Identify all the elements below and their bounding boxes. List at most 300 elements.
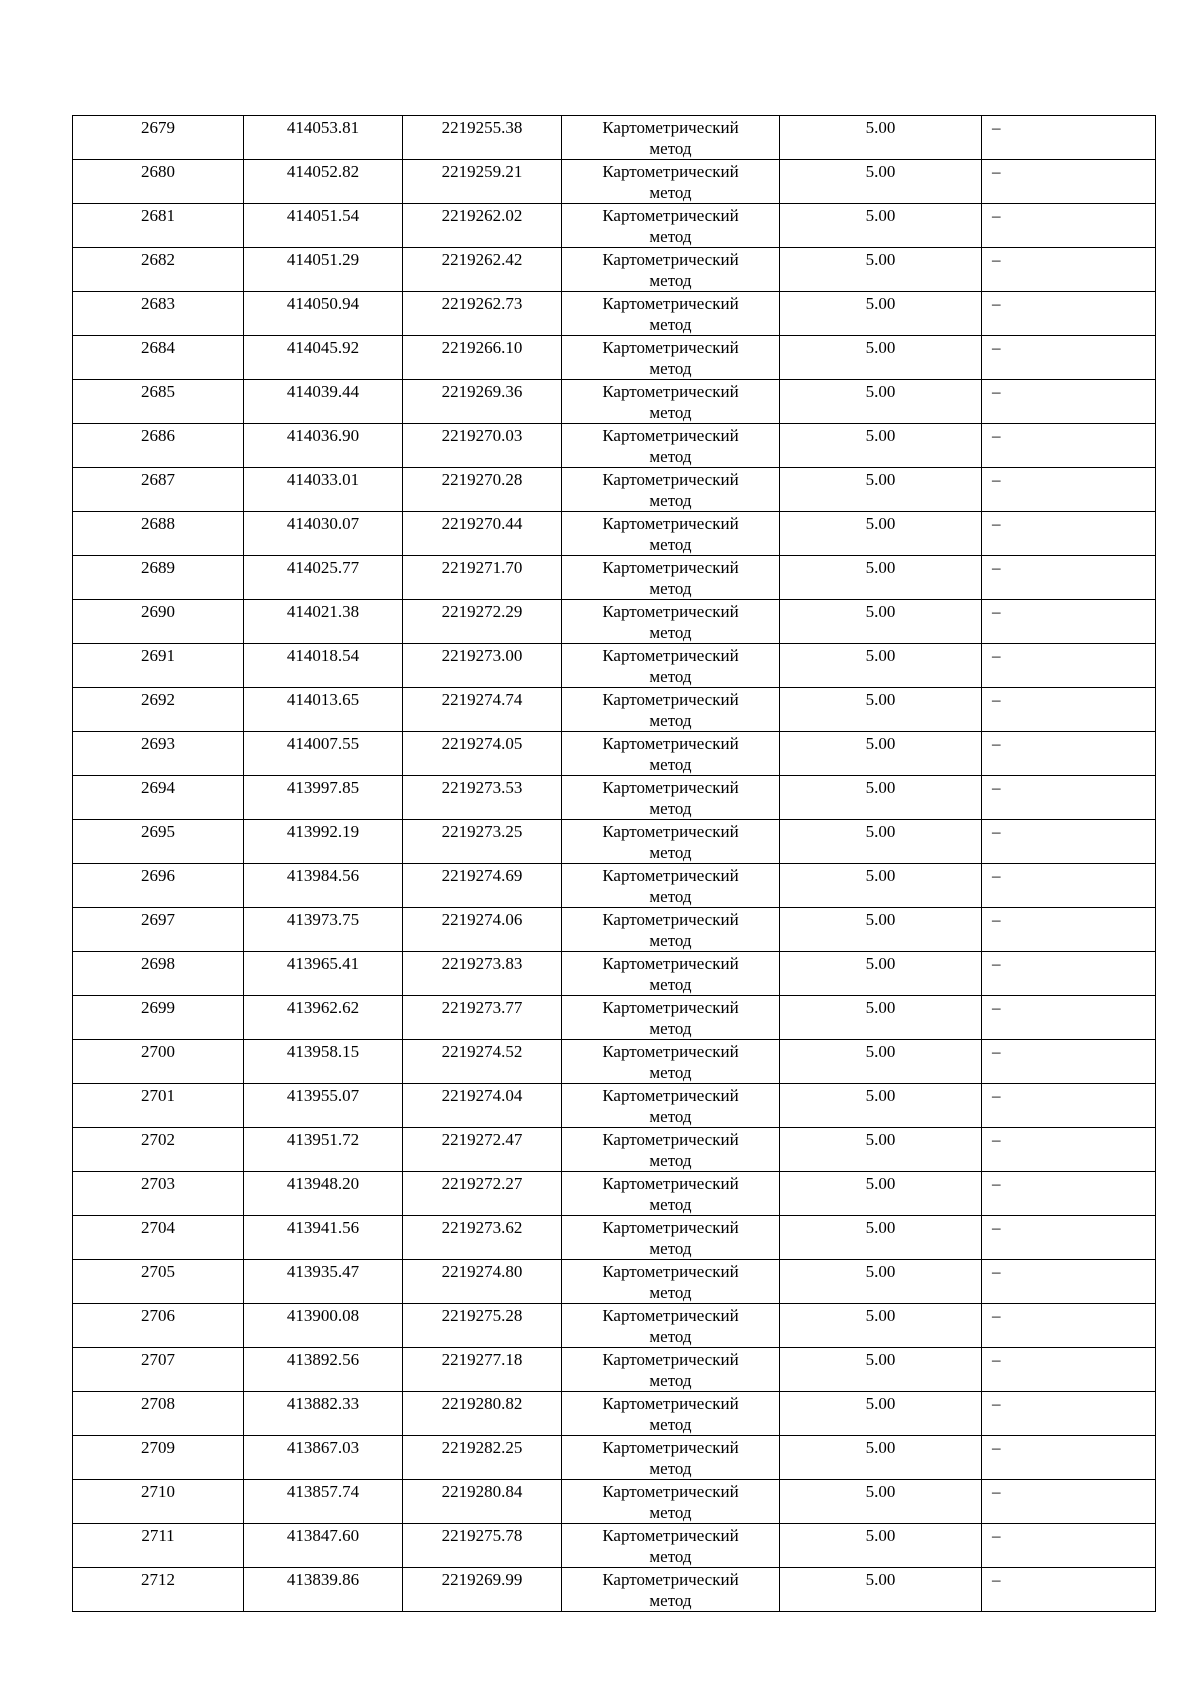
x-coordinate-cell (244, 600, 403, 644)
accuracy-cell (780, 160, 982, 204)
y-coordinate-cell-text: 2219270.28 (441, 470, 523, 489)
point-number-cell-text: 2701 (141, 1086, 175, 1105)
y-coordinate-cell (403, 732, 562, 776)
accuracy-cell (780, 1304, 982, 1348)
point-number-cell-text: 2684 (141, 338, 175, 357)
accuracy-cell-text: 5.00 (865, 1130, 896, 1149)
x-coordinate-cell-text: 414018.54 (286, 646, 360, 665)
description-cell (982, 908, 1156, 952)
y-coordinate-cell (403, 776, 562, 820)
y-coordinate-cell (403, 820, 562, 864)
y-coordinate-cell-text: 2219277.18 (441, 1350, 523, 1369)
point-number-cell (73, 204, 244, 248)
x-coordinate-cell (244, 644, 403, 688)
description-cell-text: – (992, 1394, 1001, 1413)
method-line-1: Картометрический (602, 1306, 739, 1325)
description-cell (982, 424, 1156, 468)
description-cell (982, 644, 1156, 688)
y-coordinate-cell-text: 2219274.06 (441, 910, 523, 929)
method-cell (562, 1568, 780, 1612)
x-coordinate-cell-text: 413892.56 (286, 1350, 360, 1369)
y-coordinate-cell (403, 952, 562, 996)
method-line-1: Картометрический (602, 1350, 739, 1369)
method-line-1: Картометрический (602, 426, 739, 445)
point-number-cell (73, 468, 244, 512)
x-coordinate-cell (244, 864, 403, 908)
method-line-1: Картометрический (602, 1570, 739, 1589)
method-line-2: метод (649, 1415, 692, 1434)
point-number-cell (73, 952, 244, 996)
point-number-cell-text: 2687 (141, 470, 175, 489)
y-coordinate-cell (403, 908, 562, 952)
x-coordinate-cell-text: 413847.60 (286, 1526, 360, 1545)
method-cell (562, 996, 780, 1040)
method-text (562, 160, 779, 203)
point-number-cell (73, 732, 244, 776)
method-cell (562, 512, 780, 556)
table-row (73, 600, 1156, 644)
point-number-cell (73, 820, 244, 864)
accuracy-cell-text: 5.00 (865, 426, 896, 445)
method-text (562, 908, 779, 951)
accuracy-cell (780, 116, 982, 160)
description-cell-text: – (992, 118, 1001, 137)
table-row (73, 1084, 1156, 1128)
y-coordinate-cell (403, 380, 562, 424)
y-coordinate-cell (403, 556, 562, 600)
method-line-2: метод (649, 1019, 692, 1038)
point-number-cell-text: 2694 (141, 778, 175, 797)
method-cell (562, 1348, 780, 1392)
description-cell (982, 1304, 1156, 1348)
x-coordinate-cell (244, 512, 403, 556)
point-number-cell-text: 2703 (141, 1174, 175, 1193)
point-number-cell (73, 1172, 244, 1216)
x-coordinate-cell (244, 116, 403, 160)
point-number-cell-text: 2693 (141, 734, 175, 753)
point-number-cell-text: 2685 (141, 382, 175, 401)
x-coordinate-cell-text: 414045.92 (286, 338, 360, 357)
description-cell-text: – (992, 1042, 1001, 1061)
accuracy-cell (780, 732, 982, 776)
point-number-cell (73, 116, 244, 160)
method-line-2: метод (649, 1547, 692, 1566)
method-text (562, 380, 779, 423)
method-line-1: Картометрический (602, 690, 739, 709)
y-coordinate-cell (403, 512, 562, 556)
method-cell (562, 556, 780, 600)
description-cell (982, 1524, 1156, 1568)
table-row (73, 688, 1156, 732)
point-number-cell (73, 644, 244, 688)
method-text (562, 1524, 779, 1567)
method-text (562, 1172, 779, 1215)
description-cell (982, 468, 1156, 512)
y-coordinate-cell (403, 1348, 562, 1392)
y-coordinate-cell-text: 2219280.84 (441, 1482, 523, 1501)
y-coordinate-cell-text: 2219274.80 (441, 1262, 523, 1281)
point-number-cell-text: 2681 (141, 206, 175, 225)
y-coordinate-cell-text: 2219274.04 (441, 1086, 523, 1105)
method-line-1: Картометрический (602, 470, 739, 489)
y-coordinate-cell (403, 424, 562, 468)
y-coordinate-cell (403, 292, 562, 336)
method-cell (562, 1128, 780, 1172)
description-cell-text: – (992, 514, 1001, 533)
method-line-2: метод (649, 403, 692, 422)
y-coordinate-cell-text: 2219262.73 (441, 294, 523, 313)
method-cell (562, 952, 780, 996)
table-row (73, 380, 1156, 424)
description-cell-text: – (992, 206, 1001, 225)
method-text (562, 1392, 779, 1435)
method-line-2: метод (649, 491, 692, 510)
method-line-2: метод (649, 359, 692, 378)
method-line-1: Картометрический (602, 1482, 739, 1501)
point-number-cell-text: 2695 (141, 822, 175, 841)
point-number-cell-text: 2688 (141, 514, 175, 533)
point-number-cell (73, 1260, 244, 1304)
method-cell (562, 204, 780, 248)
x-coordinate-cell-text: 414013.65 (286, 690, 360, 709)
description-cell-text: – (992, 690, 1001, 709)
method-line-2: метод (649, 447, 692, 466)
description-cell (982, 336, 1156, 380)
table-row (73, 160, 1156, 204)
method-cell (562, 424, 780, 468)
accuracy-cell-text: 5.00 (865, 162, 896, 181)
table-row (73, 1568, 1156, 1612)
method-line-2: метод (649, 1503, 692, 1522)
description-cell-text: – (992, 1350, 1001, 1369)
table-row (73, 1040, 1156, 1084)
method-cell (562, 160, 780, 204)
y-coordinate-cell-text: 2219282.25 (441, 1438, 523, 1457)
method-line-1: Картометрический (602, 734, 739, 753)
method-text (562, 1568, 779, 1611)
method-line-2: метод (649, 1591, 692, 1610)
x-coordinate-cell (244, 732, 403, 776)
y-coordinate-cell (403, 1480, 562, 1524)
description-cell-text: – (992, 162, 1001, 181)
point-number-cell-text: 2686 (141, 426, 175, 445)
accuracy-cell (780, 1260, 982, 1304)
coordinates-table (72, 115, 1156, 1612)
x-coordinate-cell-text: 413935.47 (286, 1262, 360, 1281)
point-number-cell (73, 1568, 244, 1612)
method-cell (562, 908, 780, 952)
method-text (562, 820, 779, 863)
table-row (73, 424, 1156, 468)
accuracy-cell (780, 336, 982, 380)
y-coordinate-cell-text: 2219273.53 (441, 778, 523, 797)
x-coordinate-cell-text: 414033.01 (286, 470, 360, 489)
table-row (73, 1216, 1156, 1260)
method-line-1: Картометрический (602, 338, 739, 357)
method-line-1: Картометрический (602, 294, 739, 313)
x-coordinate-cell (244, 1172, 403, 1216)
method-line-2: метод (649, 1063, 692, 1082)
point-number-cell (73, 424, 244, 468)
method-text (562, 600, 779, 643)
method-line-1: Картометрический (602, 1438, 739, 1457)
method-line-2: метод (649, 183, 692, 202)
accuracy-cell-text: 5.00 (865, 690, 896, 709)
accuracy-cell (780, 1216, 982, 1260)
description-cell (982, 1172, 1156, 1216)
description-cell-text: – (992, 734, 1001, 753)
y-coordinate-cell-text: 2219255.38 (441, 118, 523, 137)
point-number-cell-text: 2704 (141, 1218, 175, 1237)
y-coordinate-cell-text: 2219266.10 (441, 338, 523, 357)
description-cell-text: – (992, 1086, 1001, 1105)
accuracy-cell-text: 5.00 (865, 514, 896, 533)
y-coordinate-cell (403, 116, 562, 160)
x-coordinate-cell (244, 1392, 403, 1436)
table-row (73, 336, 1156, 380)
method-text (562, 1304, 779, 1347)
y-coordinate-cell-text: 2219270.03 (441, 426, 523, 445)
description-cell-text: – (992, 1526, 1001, 1545)
table-row (73, 908, 1156, 952)
accuracy-cell (780, 1348, 982, 1392)
x-coordinate-cell-text: 413997.85 (286, 778, 360, 797)
point-number-cell (73, 160, 244, 204)
method-text (562, 512, 779, 555)
table-row (73, 468, 1156, 512)
description-cell (982, 1128, 1156, 1172)
x-coordinate-cell-text: 413955.07 (286, 1086, 360, 1105)
point-number-cell-text: 2697 (141, 910, 175, 929)
method-cell (562, 732, 780, 776)
y-coordinate-cell (403, 688, 562, 732)
description-cell-text: – (992, 954, 1001, 973)
method-line-2: метод (649, 623, 692, 642)
y-coordinate-cell (403, 1084, 562, 1128)
x-coordinate-cell (244, 248, 403, 292)
point-number-cell-text: 2712 (141, 1570, 175, 1589)
description-cell (982, 600, 1156, 644)
point-number-cell (73, 1084, 244, 1128)
method-text (562, 1436, 779, 1479)
y-coordinate-cell (403, 1568, 562, 1612)
accuracy-cell (780, 776, 982, 820)
x-coordinate-cell (244, 952, 403, 996)
method-line-1: Картометрический (602, 162, 739, 181)
description-cell-text: – (992, 1570, 1001, 1589)
description-cell (982, 292, 1156, 336)
description-cell (982, 1260, 1156, 1304)
table-row (73, 1524, 1156, 1568)
point-number-cell-text: 2696 (141, 866, 175, 885)
accuracy-cell (780, 512, 982, 556)
accuracy-cell (780, 864, 982, 908)
y-coordinate-cell-text: 2219273.77 (441, 998, 523, 1017)
accuracy-cell-text: 5.00 (865, 1438, 896, 1457)
description-cell (982, 1480, 1156, 1524)
method-text (562, 996, 779, 1039)
x-coordinate-cell (244, 336, 403, 380)
method-cell (562, 116, 780, 160)
x-coordinate-cell-text: 414036.90 (286, 426, 360, 445)
method-line-1: Картометрический (602, 866, 739, 885)
x-coordinate-cell-text: 414050.94 (286, 294, 360, 313)
x-coordinate-cell (244, 1084, 403, 1128)
method-cell (562, 600, 780, 644)
method-line-2: метод (649, 1151, 692, 1170)
method-line-2: метод (649, 1459, 692, 1478)
method-cell (562, 1524, 780, 1568)
x-coordinate-cell (244, 1304, 403, 1348)
accuracy-cell-text: 5.00 (865, 1086, 896, 1105)
description-cell (982, 1436, 1156, 1480)
accuracy-cell (780, 424, 982, 468)
x-coordinate-cell-text: 413962.62 (286, 998, 360, 1017)
method-line-1: Картометрический (602, 250, 739, 269)
accuracy-cell (780, 996, 982, 1040)
y-coordinate-cell-text: 2219270.44 (441, 514, 523, 533)
y-coordinate-cell-text: 2219275.78 (441, 1526, 523, 1545)
y-coordinate-cell-text: 2219280.82 (441, 1394, 523, 1413)
method-line-2: метод (649, 139, 692, 158)
method-line-2: метод (649, 887, 692, 906)
point-number-cell (73, 248, 244, 292)
point-number-cell (73, 1216, 244, 1260)
description-cell-text: – (992, 822, 1001, 841)
y-coordinate-cell (403, 204, 562, 248)
table-row (73, 116, 1156, 160)
accuracy-cell-text: 5.00 (865, 1570, 896, 1589)
description-cell-text: – (992, 382, 1001, 401)
y-coordinate-cell (403, 996, 562, 1040)
y-coordinate-cell (403, 1172, 562, 1216)
y-coordinate-cell (403, 1128, 562, 1172)
description-cell-text: – (992, 426, 1001, 445)
description-cell (982, 1348, 1156, 1392)
accuracy-cell-text: 5.00 (865, 1174, 896, 1193)
description-cell (982, 1216, 1156, 1260)
accuracy-cell-text: 5.00 (865, 1394, 896, 1413)
point-number-cell (73, 1524, 244, 1568)
x-coordinate-cell (244, 776, 403, 820)
method-cell (562, 1392, 780, 1436)
accuracy-cell (780, 952, 982, 996)
method-line-2: метод (649, 1371, 692, 1390)
x-coordinate-cell (244, 1128, 403, 1172)
accuracy-cell (780, 468, 982, 512)
x-coordinate-cell (244, 1260, 403, 1304)
description-cell (982, 1568, 1156, 1612)
description-cell-text: – (992, 998, 1001, 1017)
method-text (562, 424, 779, 467)
x-coordinate-cell-text: 413882.33 (286, 1394, 360, 1413)
point-number-cell-text: 2706 (141, 1306, 175, 1325)
accuracy-cell-text: 5.00 (865, 954, 896, 973)
y-coordinate-cell-text: 2219273.00 (441, 646, 523, 665)
method-cell (562, 1084, 780, 1128)
method-cell (562, 864, 780, 908)
x-coordinate-cell (244, 1480, 403, 1524)
x-coordinate-cell-text: 413973.75 (286, 910, 360, 929)
point-number-cell (73, 1304, 244, 1348)
accuracy-cell-text: 5.00 (865, 1526, 896, 1545)
point-number-cell-text: 2690 (141, 602, 175, 621)
method-line-1: Картометрический (602, 1262, 739, 1281)
method-cell (562, 1216, 780, 1260)
point-number-cell (73, 380, 244, 424)
table-row (73, 292, 1156, 336)
accuracy-cell (780, 380, 982, 424)
x-coordinate-cell-text: 413984.56 (286, 866, 360, 885)
method-cell (562, 1040, 780, 1084)
accuracy-cell-text: 5.00 (865, 382, 896, 401)
table-row (73, 996, 1156, 1040)
accuracy-cell (780, 1480, 982, 1524)
x-coordinate-cell (244, 1436, 403, 1480)
accuracy-cell-text: 5.00 (865, 910, 896, 929)
table-row (73, 1172, 1156, 1216)
x-coordinate-cell (244, 380, 403, 424)
accuracy-cell-text: 5.00 (865, 734, 896, 753)
description-cell (982, 688, 1156, 732)
method-line-1: Картометрический (602, 514, 739, 533)
method-text (562, 292, 779, 335)
method-cell (562, 292, 780, 336)
point-number-cell (73, 600, 244, 644)
method-line-1: Картометрический (602, 778, 739, 797)
method-cell (562, 688, 780, 732)
y-coordinate-cell-text: 2219274.52 (441, 1042, 523, 1061)
x-coordinate-cell (244, 688, 403, 732)
description-cell (982, 1040, 1156, 1084)
method-text (562, 644, 779, 687)
point-number-cell (73, 1128, 244, 1172)
y-coordinate-cell (403, 1040, 562, 1084)
x-coordinate-cell-text: 414007.55 (286, 734, 360, 753)
method-text (562, 336, 779, 379)
x-coordinate-cell (244, 996, 403, 1040)
method-text (562, 1040, 779, 1083)
description-cell (982, 556, 1156, 600)
method-line-2: метод (649, 755, 692, 774)
x-coordinate-cell (244, 1348, 403, 1392)
description-cell-text: – (992, 866, 1001, 885)
method-line-2: метод (649, 667, 692, 686)
method-line-1: Картометрический (602, 998, 739, 1017)
point-number-cell-text: 2679 (141, 118, 175, 137)
description-cell-text: – (992, 602, 1001, 621)
accuracy-cell-text: 5.00 (865, 470, 896, 489)
accuracy-cell (780, 1392, 982, 1436)
x-coordinate-cell (244, 1040, 403, 1084)
method-text (562, 1128, 779, 1171)
accuracy-cell-text: 5.00 (865, 338, 896, 357)
method-line-1: Картометрический (602, 1526, 739, 1545)
method-line-1: Картометрический (602, 646, 739, 665)
description-cell (982, 204, 1156, 248)
method-line-2: метод (649, 975, 692, 994)
accuracy-cell (780, 248, 982, 292)
accuracy-cell (780, 556, 982, 600)
y-coordinate-cell-text: 2219274.74 (441, 690, 523, 709)
description-cell-text: – (992, 1306, 1001, 1325)
y-coordinate-cell (403, 160, 562, 204)
description-cell-text: – (992, 558, 1001, 577)
description-cell (982, 1084, 1156, 1128)
y-coordinate-cell (403, 1216, 562, 1260)
method-line-2: метод (649, 1283, 692, 1302)
table-row (73, 1436, 1156, 1480)
